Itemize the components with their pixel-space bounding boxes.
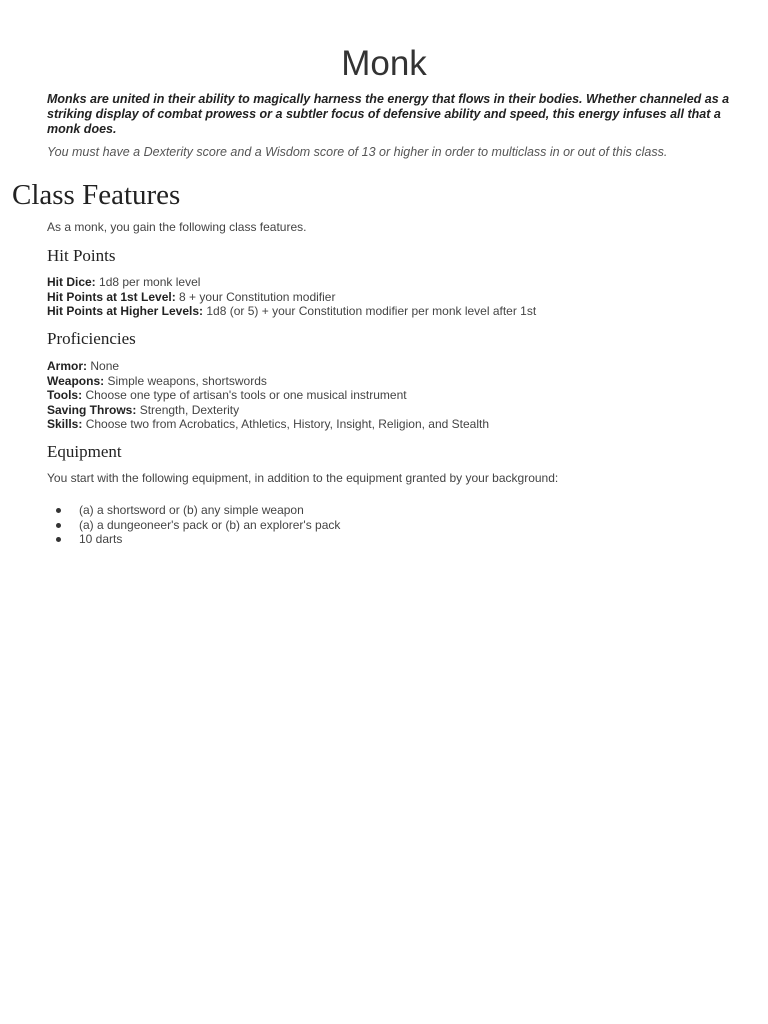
equipment-heading: Equipment — [47, 442, 122, 461]
list-item-text: (a) a dungeoneer's pack or (b) an explorer's pack — [79, 517, 341, 532]
bullet-icon — [56, 537, 61, 542]
row-value: Choose one type of artisan's tools or one musical instrument — [85, 388, 407, 402]
row-value: 1d8 per monk level — [99, 275, 201, 289]
equipment-intro: You start with the following equipment, in addition to the equipment granted by your background: — [47, 471, 559, 485]
page-title: Monk — [341, 44, 427, 83]
row-value: Choose two from Acrobatics, Athletics, History, Insight, Religion, and Stealth — [85, 417, 490, 431]
class-features-heading: Class Features — [12, 179, 181, 211]
list-item — [47, 503, 340, 518]
list-item — [47, 532, 340, 547]
bullet-icon — [56, 508, 61, 513]
row-key: Saving Throws: — [47, 402, 137, 417]
proficiencies-heading: Proficiencies — [47, 329, 136, 348]
multiclass-note: You must have a Dexterity score and a Wisdom score of 13 or higher in order to multiclass in or out of this class. — [47, 145, 668, 159]
list-item-text: (a) a shortsword or (b) any simple weapon — [79, 503, 304, 517]
hit-points-higher-levels-row — [47, 304, 536, 319]
list-item-text: 10 darts — [79, 532, 123, 546]
row-value: Simple weapons, shortswords — [107, 373, 267, 388]
row-key: Tools: — [47, 388, 83, 402]
hit-points-heading: Hit Points — [47, 246, 116, 265]
row-key: Weapons: — [47, 373, 105, 388]
tools-row — [47, 388, 489, 403]
row-key: Hit Points at 1st Level: — [47, 289, 176, 304]
row-value: Strength, Dexterity — [139, 402, 240, 417]
row-key: Skills: — [47, 417, 83, 431]
hit-dice-row — [47, 275, 536, 290]
equipment-list — [47, 503, 340, 547]
class-features-intro: As a monk, you gain the following class features. — [47, 220, 307, 234]
weapons-row — [47, 374, 489, 389]
skills-row — [47, 417, 489, 432]
row-value: 1d8 (or 5) + your Constitution modifier per monk level after 1st — [206, 304, 537, 318]
list-item — [47, 518, 340, 533]
bullet-icon — [56, 523, 61, 528]
saving-throws-row — [47, 403, 489, 418]
proficiencies-list — [47, 359, 489, 432]
row-key: Hit Points at Higher Levels: — [47, 304, 204, 318]
row-value: None — [90, 359, 120, 373]
class-intro: Monks are united in their ability to magically harness the energy that flows in their bodies. Whether channeled as a striking display of combat prowess or a subtler focus of defensive ability and speed, this energy infuses all that a monk does. — [47, 92, 730, 136]
row-key: Hit Dice: — [47, 275, 96, 289]
row-key: Armor: — [47, 359, 88, 373]
hit-points-first-level-row — [47, 290, 536, 305]
row-value: 8 + your Constitution modifier — [179, 289, 336, 304]
armor-row — [47, 359, 489, 374]
hit-points-list — [47, 275, 536, 319]
